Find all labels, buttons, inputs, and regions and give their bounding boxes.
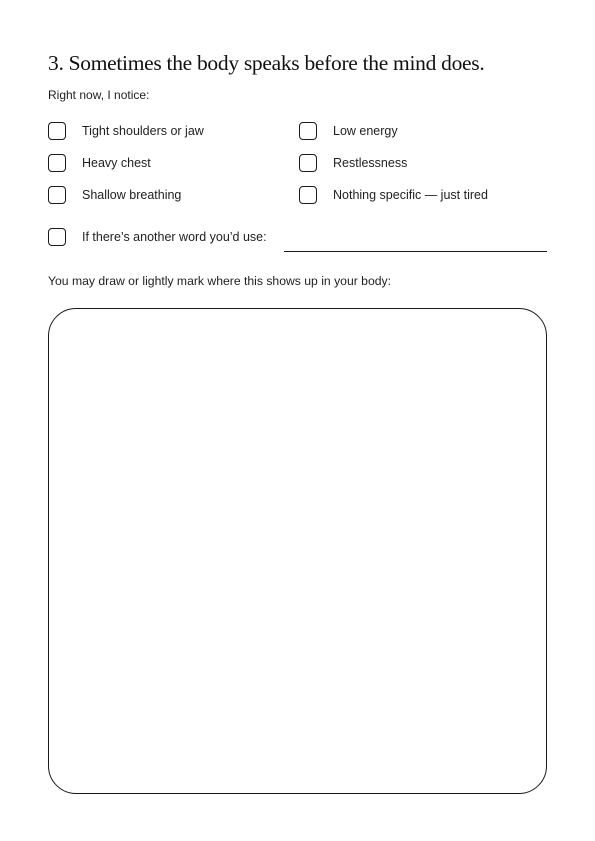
checkbox[interactable] — [299, 186, 317, 204]
checkbox[interactable] — [48, 154, 66, 172]
option-tight-shoulders[interactable] — [48, 121, 204, 141]
option-label: Low energy — [333, 124, 398, 138]
checkbox[interactable] — [299, 122, 317, 140]
checkbox[interactable] — [299, 154, 317, 172]
intro-text: Right now, I notice: — [48, 88, 150, 102]
checkbox[interactable] — [48, 228, 66, 246]
option-label: Heavy chest — [82, 156, 151, 170]
option-label: Shallow breathing — [82, 188, 182, 202]
other-word-input-line[interactable] — [284, 251, 547, 252]
option-nothing-specific[interactable] — [299, 185, 488, 205]
option-other-word[interactable] — [48, 227, 267, 247]
section-heading: 3. Sometimes the body speaks before the mind does. — [48, 51, 485, 75]
option-heavy-chest[interactable] — [48, 153, 151, 173]
option-shallow-breathing[interactable] — [48, 185, 181, 205]
option-restlessness[interactable] — [299, 153, 407, 173]
option-label: Nothing specific — just tired — [333, 188, 488, 202]
drawing-prompt: You may draw or lightly mark where this shows up in your body: — [48, 274, 391, 288]
drawing-area[interactable] — [48, 308, 547, 794]
option-label: Restlessness — [333, 156, 408, 170]
checkbox[interactable] — [48, 186, 66, 204]
option-label: Tight shoulders or jaw — [82, 124, 204, 138]
checkbox[interactable] — [48, 122, 66, 140]
option-low-energy[interactable] — [299, 121, 398, 141]
option-label: If there’s another word you’d use: — [82, 230, 267, 244]
